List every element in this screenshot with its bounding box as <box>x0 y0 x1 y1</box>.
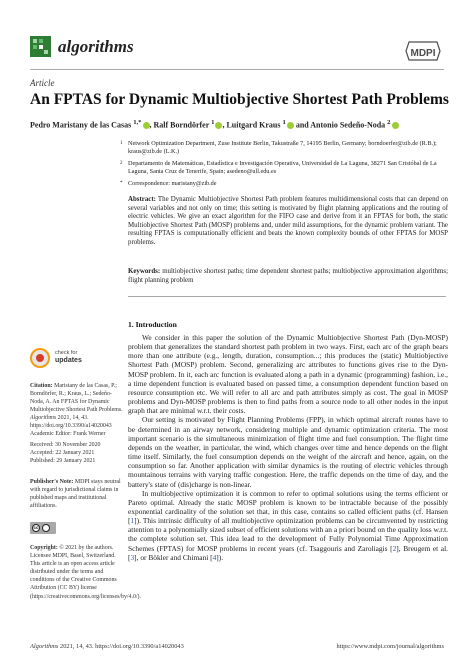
date-published: Published: 29 January 2021 <box>30 458 96 465</box>
author-affiliation-mark: 2 <box>387 119 391 126</box>
abstract-divider <box>128 296 446 297</box>
academic-editor: Academic Editor: Frank Werner <box>30 431 106 437</box>
affiliation <box>120 140 446 156</box>
check-for-updates-line2: updates <box>55 357 82 364</box>
author-name[interactable]: and Antonio Sedeño-Noda <box>295 120 386 130</box>
author-affiliation-mark: 1,* <box>133 119 142 126</box>
reference-link[interactable]: 4 <box>212 552 217 562</box>
introduction-body <box>128 333 448 562</box>
cc-icon: cc <box>33 525 39 530</box>
by-attribution-icon <box>42 524 50 532</box>
mdpi-logo <box>405 41 441 61</box>
check-for-updates-button[interactable] <box>30 348 90 374</box>
correspondence-text[interactable]: Correspondence: maristany@zib.de <box>128 180 217 187</box>
abstract-text: The Dynamic Multiobjective Shortest Path problem features multidimensional costs that can depend on several variables and not only on time; this setting is motivated by flight planning applications and the routing of electric vehicles. We give an exact algorithm for the FIFO case and derive from it an FPTAS for both, the static Multiobjective Shortest Path (MOSP) problems and, under mild assumptions, for the dynamic problem variant. The resulting FPTAS is computationally efficient and beats the known complexity bounds of other FPTAS for MOSP problems. <box>128 196 448 246</box>
footer-journal-url[interactable]: https://www.mdpi.com/journal/algorithms <box>336 643 444 650</box>
keywords-text: multiobjective shortest paths; time dependent shortest paths; multiobjective approximation algorithms; flight planning problem <box>128 268 448 284</box>
author-name[interactable]: Luitgard Kraus <box>226 120 281 130</box>
intro-paragraph: Our setting is motivated by Flight Planning Problems (FPP), in which optimal aircraft routes have to be determined in an airway network, considering multiple and dynamic optimization criteria. The most important scenario is the simultaneous minimization of flight time and fuel consumption. The flight time depends on the weather, in particular, the wind, which changes over time and hence depends on the flight time itself. Similarly, the fuel consumption depends on the weight of the aircraft and hence, again, on the consumption so far. Another application with similar dynamics is the routing of electric vehicles through mountainous terrains with varying traffic congestion. Here, the traffic depends on the time of day, and the battery's state of (dis)charge is non-linear. <box>128 415 448 489</box>
author-affiliation-mark: 1 <box>211 119 215 126</box>
intro-text: ]). <box>216 552 224 562</box>
cc-license-badge[interactable] <box>30 522 56 534</box>
check-for-updates-line1: check for <box>55 350 78 356</box>
keywords-label: Keywords: <box>128 268 161 275</box>
publisher-note-label: Publisher's Note: <box>30 479 74 485</box>
intro-text: ], or Bökler and Chimani [ <box>134 552 213 562</box>
copyright-text: © 2021 by the authors. Licensee MDPI, Basel, Switzerland. This article is an open access article distributed under the terms and conditions of the Creative Commons Attribution (CC BY) license (https://creativecommons.org/licenses/by/4.0/). <box>30 545 141 600</box>
intro-paragraph <box>128 489 448 562</box>
orcid-icon[interactable] <box>143 122 150 129</box>
affiliation-mark: 1 <box>120 141 123 146</box>
reference-link[interactable]: 3 <box>130 552 135 562</box>
footer-citation <box>30 643 184 650</box>
journal-logo-icon <box>30 36 51 57</box>
reference-link[interactable]: 2 <box>392 543 397 553</box>
intro-text: In multiobjective optimization it is common to refer to optimal solutions using the terms efficient or Pareto optimal. Already the static MOSP problem is known to be intractable because of the possibly exponential cardinality of the solution set that, in this case, contains so called efficient paths (cf. Hansen [ <box>128 488 448 526</box>
affiliation <box>120 160 446 176</box>
affiliation-text: Departamento de Matemáticas, Estadística e Investigación Operativa, Universidad de La Laguna, 38271 San Cristóbal de La Laguna, Santa Cruz de Tenerife, Spain; asedeno@ull.edu.es <box>128 160 437 175</box>
orcid-icon[interactable] <box>392 122 399 129</box>
citation-label: Citation: <box>30 383 53 389</box>
reference-link[interactable]: 1 <box>130 516 135 526</box>
copyright-block <box>30 544 141 601</box>
footer-doi[interactable]: 2021, 14, 43. https://doi.org/10.3390/a14020043 <box>60 643 184 650</box>
intro-paragraph: We consider in this paper the solution of the Dynamic Multiobjective Shortest Path (Dyn-MOSP) problem that generalizes the standard shortest path problem in two ways. First, each arc of the graph bears more than one attribute (e.g., length, duration, consumption...; this produces the (static) Multiobjective Shortest Path (MOSP) problem. Second, generalizing arc attributes to functions gives rise to the Dyn-MOSP problem. In it, each arc function is evaluated along a path in a dynamic (programming) fashion, i.e., a time dependent function is evaluated based on passed time, a consumption dependent function based on resource consumption etc. We will refer to all arc and path attributes simply as cost. The goal in MOSP problems and Dyn-MOSP problems is then to find paths from a source node to all other nodes in the input graph that are minimal w.r.t. their costs. <box>128 333 448 416</box>
abstract-label: Abstract: <box>128 196 156 203</box>
check-for-updates-icon <box>30 348 50 368</box>
author-list: Pedro Maristany de las Casas $^{1,*}$ , Ralf Borndörfer $^1$ , Luitgard Kraus $^1$ and Antonio Sedeño-Noda $^2$ <box>30 119 450 130</box>
date-accepted: Accepted: 22 January 2021 <box>30 450 95 457</box>
footer-journal: Algorithms <box>30 643 59 650</box>
affiliation-mark: * <box>120 181 123 186</box>
dates-block <box>30 430 123 465</box>
citation-text: Maristany de las Casas, P.; Borndörfer, R.; Kraus, L.; Sedeño-Noda, A. An FPTAS for Dynamic Multiobjective Shortest Path Problems. <box>30 383 123 414</box>
author-affiliation-mark: 1 <box>282 119 286 126</box>
date-received: Received: 30 November 2020 <box>30 442 101 449</box>
publisher-note <box>30 478 123 510</box>
affiliation-mark: 2 <box>120 161 123 166</box>
article-type: Article <box>30 78 55 88</box>
keywords <box>128 268 448 285</box>
mdpi-logo-text: MDPI <box>410 48 436 59</box>
author-name[interactable]: Ralf Borndörfer <box>153 120 210 130</box>
header-divider <box>30 69 444 70</box>
paper-title: An FPTAS for Dynamic Multiobjective Shortest Path Problems <box>30 91 449 108</box>
citation-journal: Algorithms <box>30 415 57 422</box>
orcid-icon[interactable] <box>287 122 294 129</box>
publisher-note-text: MDPI stays neutral with regard to jurisdictional claims in published maps and institutional affiliations. <box>30 479 121 510</box>
journal-name: algorithms <box>58 37 134 56</box>
orcid-icon[interactable] <box>215 122 222 129</box>
intro-text: ], Breugem et al. [ <box>128 543 448 562</box>
citation-doi[interactable]: 2021, 14, 43. https://doi.org/10.3390/a14020043 <box>30 415 112 430</box>
citation-block <box>30 382 123 431</box>
affiliation-text: Network Optimization Department, Zuse Institute Berlin, Takustraße 7, 14195 Berlin, Germany; borndoerfer@zib.de (R.B.); kraus@zib.de (L.K.) <box>128 140 437 155</box>
section-heading: 1. Introduction <box>128 320 177 329</box>
correspondence <box>120 180 446 188</box>
author-name[interactable]: Pedro Maristany de las Casas <box>30 120 132 130</box>
abstract <box>128 196 448 248</box>
copyright-label: Copyright: <box>30 545 58 551</box>
intro-text: ]). This intrinsic difficulty of all multiobjective optimization problems can be circumvented by restricting attention to a polynomially sized subset of efficient solutions with an a priori bound on the quality loss w.r.t. the complete solution set. This idea lead to the development of Fully Polynomial Time Approximation Schemes (FPTAS) for MOSP problems in recent years (cf. Tsaggouris and Zaroliagis [ <box>128 516 448 553</box>
